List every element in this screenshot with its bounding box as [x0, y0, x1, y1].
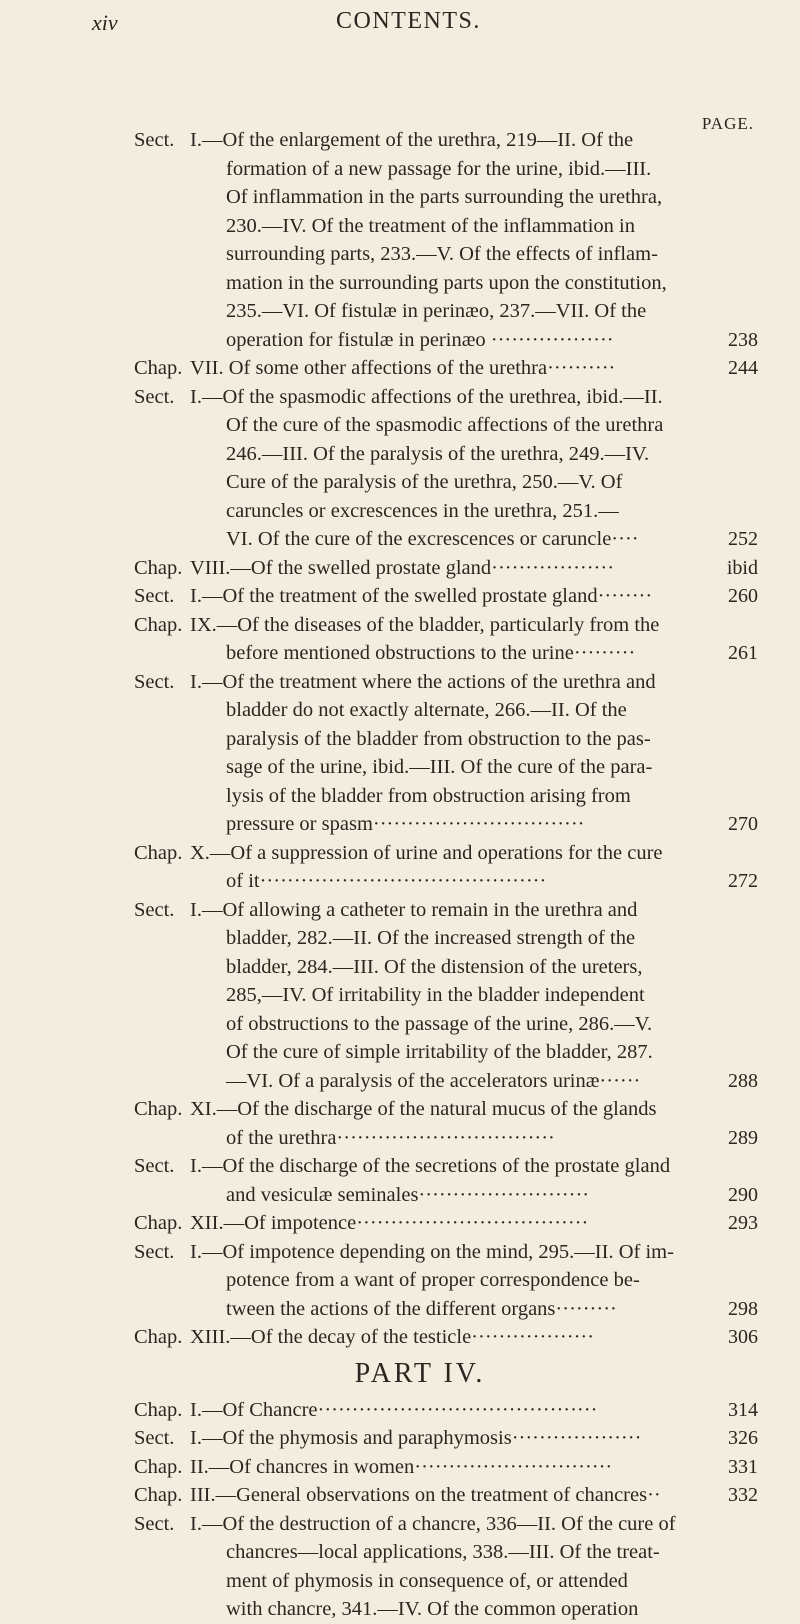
- entry-text: ment of phymosis in consequence of, or attended: [226, 1569, 628, 1592]
- toc-line: [0, 1124, 800, 1153]
- running-header: [0, 8, 800, 48]
- page-number: xiv: [92, 10, 118, 35]
- entry-text: 246.—III. Of the paralysis of the urethra, 249.—IV.: [226, 442, 650, 465]
- entry-text: XI.—Of the discharge of the natural mucus of the glands: [190, 1098, 657, 1120]
- toc-line: [0, 240, 800, 269]
- entry-text: bladder, 284.—III. Of the distension of the ureters,: [226, 955, 643, 978]
- toc-entry: [0, 668, 800, 839]
- entry-label: Sect.: [134, 670, 175, 693]
- toc-entry: [0, 582, 800, 611]
- toc-entry: [0, 126, 800, 354]
- toc-line: [0, 525, 800, 554]
- entry-text: —VI. Of a paralysis of the accelerators urinæ······: [226, 1069, 641, 1092]
- toc-line: [0, 1595, 800, 1624]
- toc-line: [0, 1323, 800, 1352]
- entry-text: II.—Of chancres in women·····························: [190, 1455, 613, 1478]
- toc-line: [0, 953, 800, 982]
- entry-text: with chancre, 341.—IV. Of the common operation: [226, 1598, 639, 1620]
- entry-label: Chap.: [134, 613, 183, 636]
- entry-text: lysis of the bladder from obstruction arising from: [226, 784, 631, 807]
- toc-line: [0, 1238, 800, 1267]
- entry-page-number: 298: [728, 1297, 758, 1320]
- entry-text: caruncles or excrescences in the urethra, 251.—: [226, 499, 619, 522]
- toc-line: [0, 497, 800, 526]
- entry-text: I.—Of the treatment where the actions of the urethra and: [190, 670, 656, 693]
- toc-line: [0, 810, 800, 839]
- entry-label: Sect.: [134, 898, 175, 921]
- entry-label: Sect.: [134, 1427, 175, 1449]
- toc-entry: [0, 1238, 800, 1324]
- toc-line: [0, 639, 800, 668]
- entry-text: 235.—VI. Of fistulæ in perinæo, 237.—VII. Of the: [226, 300, 647, 322]
- toc-line: [0, 1181, 800, 1210]
- toc-line: [0, 554, 800, 583]
- entry-page-number: 252: [728, 528, 758, 550]
- entry-text: mation in the surrounding parts upon the constitution,: [226, 271, 667, 294]
- entry-page-number: 288: [728, 1069, 758, 1092]
- entry-label: Sect.: [134, 1512, 175, 1535]
- entry-text: Of the cure of the spasmodic affections of the urethra: [226, 414, 664, 436]
- entry-text: Of the cure of simple irritability of the bladder, 287.: [226, 1041, 653, 1063]
- entry-text: I.—Of the discharge of the secretions of the prostate gland: [190, 1155, 671, 1177]
- entry-page-number: ibid: [726, 556, 758, 579]
- toc-line: [0, 1481, 800, 1510]
- entry-text: 230.—IV. Of the treatment of the inflammation in: [226, 214, 635, 237]
- entry-page-number: 331: [728, 1455, 758, 1478]
- entry-text: bladder, 282.—II. Of the increased strength of the: [226, 927, 636, 949]
- entry-label: Sect.: [134, 1155, 175, 1177]
- entry-text: pressure or spasm·······························: [226, 813, 585, 835]
- entry-text: I.—Of the phymosis and paraphymosis···················: [190, 1427, 642, 1449]
- entry-text: IX.—Of the diseases of the bladder, particularly from the: [190, 613, 660, 636]
- toc-line: [0, 1510, 800, 1539]
- toc-entry: [0, 1209, 800, 1238]
- entry-text: X.—Of a suppression of urine and operations for the cure: [190, 841, 663, 864]
- toc-line: [0, 696, 800, 725]
- entry-label: Chap.: [134, 1398, 183, 1421]
- entry-page-number: 272: [728, 870, 758, 892]
- toc-line: [0, 269, 800, 298]
- toc-line: [0, 924, 800, 953]
- entry-text: III.—General observations on the treatment of chancres··: [190, 1484, 661, 1506]
- toc-line: [0, 611, 800, 640]
- entry-text: I.—Of Chancre·········································: [190, 1398, 598, 1421]
- entry-text: sage of the urine, ibid.—III. Of the cure of the para-: [226, 756, 653, 778]
- toc-line: [0, 668, 800, 697]
- toc-line: [0, 155, 800, 184]
- entry-label: Chap.: [134, 1098, 183, 1120]
- toc-entry: [0, 1481, 800, 1510]
- entry-page-number: 244: [728, 357, 758, 379]
- page-title: CONTENTS.: [336, 8, 481, 34]
- entry-page-number: 289: [728, 1126, 758, 1149]
- toc-entry: [0, 1424, 800, 1453]
- entry-page-number: 326: [728, 1427, 758, 1449]
- toc-line: [0, 725, 800, 754]
- toc-line: [0, 867, 800, 896]
- toc-line: [0, 1424, 800, 1453]
- toc-entry: [0, 383, 800, 554]
- entry-text: VII. Of some other affections of the urethra··········: [190, 357, 616, 379]
- entry-label: Sect.: [134, 1240, 175, 1263]
- toc-line: [0, 1567, 800, 1596]
- entry-page-number: 293: [728, 1212, 758, 1234]
- entry-text: Cure of the paralysis of the urethra, 250.—V. Of: [226, 471, 623, 493]
- toc-line: [0, 753, 800, 782]
- toc-line: [0, 839, 800, 868]
- entry-text: potence from a want of proper correspondence be-: [226, 1269, 640, 1291]
- entry-text: 285,—IV. Of irritability in the bladder independent: [226, 984, 645, 1006]
- toc-entry: [0, 354, 800, 383]
- entry-text: I.—Of allowing a catheter to remain in the urethra and: [190, 898, 638, 921]
- entry-label: Sect.: [134, 385, 175, 408]
- toc-line: [0, 1266, 800, 1295]
- toc-line: [0, 326, 800, 355]
- entry-label: Chap.: [134, 1484, 183, 1506]
- entry-text: of the urethra································: [226, 1126, 555, 1149]
- toc-line: [0, 383, 800, 412]
- entry-text: operation for fistulæ in perinæo ··················: [226, 328, 614, 351]
- toc-entry: [0, 611, 800, 668]
- toc-entry: [0, 554, 800, 583]
- toc-entry: [0, 1510, 800, 1624]
- entry-page-number: 270: [728, 813, 758, 835]
- toc-line: [0, 1038, 800, 1067]
- toc-line: [0, 1538, 800, 1567]
- entry-page-number: 238: [728, 328, 758, 351]
- toc-line: [0, 782, 800, 811]
- entry-label: Chap.: [134, 1455, 183, 1478]
- entry-text: VI. Of the cure of the excrescences or caruncle····: [226, 528, 639, 550]
- entry-label: Chap.: [134, 1326, 183, 1348]
- entry-page-number: 332: [728, 1484, 758, 1506]
- entry-text: of it··········································: [226, 870, 547, 892]
- entry-text: XIII.—Of the decay of the testicle··················: [190, 1326, 595, 1348]
- entry-text: before mentioned obstructions to the urine·········: [226, 642, 636, 664]
- entry-text: I.—Of the enlargement of the urethra, 219—II. Of the: [190, 129, 634, 151]
- toc-line: [0, 411, 800, 440]
- entry-label: Chap.: [134, 556, 183, 579]
- toc-line: [0, 468, 800, 497]
- entry-text: XII.—Of impotence··································: [190, 1212, 589, 1234]
- part-heading: PART IV.: [354, 1357, 486, 1389]
- entry-text: VIII.—Of the swelled prostate gland··················: [190, 556, 615, 579]
- entry-page-number: 306: [728, 1326, 758, 1348]
- toc-line: [0, 183, 800, 212]
- toc-line: [0, 212, 800, 241]
- entry-text: of obstructions to the passage of the urine, 286.—V.: [226, 1012, 653, 1035]
- toc-entry: [0, 1323, 800, 1352]
- entry-text: surrounding parts, 233.—V. Of the effects of inflam-: [226, 243, 658, 265]
- toc-line: [0, 1295, 800, 1324]
- entry-label: Chap.: [134, 357, 183, 379]
- toc-entry: [0, 1095, 800, 1152]
- toc-entry: [0, 1453, 800, 1482]
- entry-page-number: 290: [728, 1183, 758, 1206]
- toc-line: [0, 440, 800, 469]
- entry-text: paralysis of the bladder from obstruction to the pas-: [226, 727, 651, 750]
- entry-label: Chap.: [134, 841, 183, 864]
- entry-text: chancres—local applications, 338.—III. Of the treat-: [226, 1541, 660, 1563]
- entry-text: I.—Of the spasmodic affections of the urethrea, ibid.—II.: [190, 385, 663, 408]
- entry-text: tween the actions of the different organs·········: [226, 1297, 617, 1320]
- toc-line: [0, 896, 800, 925]
- toc-entry: [0, 839, 800, 896]
- toc-line: [0, 354, 800, 383]
- toc-line: [0, 981, 800, 1010]
- toc-line: [0, 1453, 800, 1482]
- table-of-contents: [0, 126, 800, 1624]
- entry-label: Sect.: [134, 129, 175, 151]
- toc-entry: [0, 896, 800, 1096]
- toc-entry: [0, 1152, 800, 1209]
- entry-text: and vesiculæ seminales·························: [226, 1183, 590, 1206]
- toc-line: [0, 1396, 800, 1425]
- entry-text: formation of a new passage for the urine, ibid.—III.: [226, 157, 652, 180]
- page-column-label: PAGE.: [701, 114, 754, 133]
- entry-text: bladder do not exactly alternate, 266.—II. Of the: [226, 699, 627, 721]
- entry-label: Sect.: [134, 585, 175, 607]
- entry-page-number: 314: [728, 1398, 758, 1421]
- entry-text: I.—Of impotence depending on the mind, 295.—II. Of im-: [190, 1240, 674, 1263]
- toc-line: [0, 1067, 800, 1096]
- toc-line: [0, 582, 800, 611]
- entry-text: I.—Of the treatment of the swelled prostate gland········: [190, 585, 653, 607]
- toc-entry: [0, 1396, 800, 1425]
- toc-line: [0, 1010, 800, 1039]
- toc-line: [0, 1209, 800, 1238]
- toc-line: [0, 1095, 800, 1124]
- entry-text: Of inflammation in the parts surrounding the urethra,: [226, 186, 663, 208]
- toc-line: [0, 1152, 800, 1181]
- entry-label: Chap.: [134, 1212, 183, 1234]
- entry-text: I.—Of the destruction of a chancre, 336—II. Of the cure of: [190, 1512, 676, 1535]
- toc-line: [0, 297, 800, 326]
- toc-line: [0, 126, 800, 155]
- entry-page-number: 260: [728, 585, 758, 607]
- entry-page-number: 261: [728, 642, 758, 664]
